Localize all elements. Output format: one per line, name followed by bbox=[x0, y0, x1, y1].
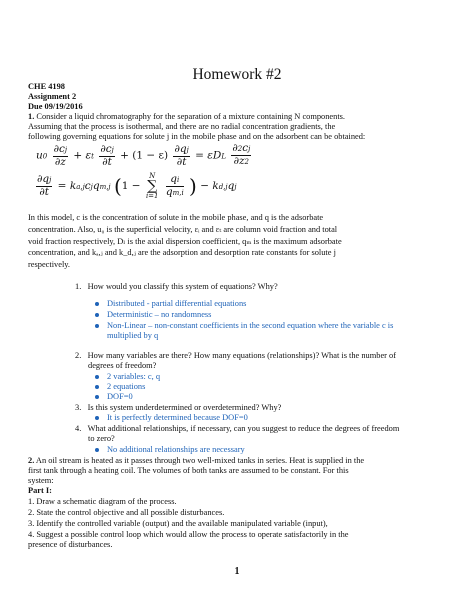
bullet-icon bbox=[95, 395, 99, 399]
assignment-label: Assignment 2 bbox=[28, 92, 77, 101]
q2-answer-3: DOF=0 bbox=[95, 392, 133, 402]
part-item-4: 4. Suggest a possible control loop which would allow the process to operate satisfactorily in the bbox=[28, 530, 349, 539]
problem1-number: 1. bbox=[28, 112, 35, 121]
model-line-3: void fraction respectively, Dₗ is the axial dispersion coefficient, qₘ is the maximum adsorbate bbox=[28, 236, 342, 246]
due-date: Due 09/19/2016 bbox=[28, 102, 83, 111]
question-2-cont: degrees of freedom? bbox=[88, 361, 157, 370]
q1-answer-3: Non-Linear – non-constant coefficients in the second equation where the variable c is bbox=[95, 321, 393, 331]
part-item-4-cont: presence of disturbances. bbox=[28, 540, 113, 549]
problem2-number: 2. bbox=[28, 456, 35, 465]
problem1-intro-line-1: 1. Consider a liquid chromatography for the separation of a mixture containing N components. bbox=[28, 112, 346, 121]
part-item-2: 2. State the control objective and all possible disturbances. bbox=[28, 508, 225, 517]
q2-answer-1: 2 variables: c, q bbox=[95, 372, 160, 382]
bullet-icon bbox=[95, 416, 99, 420]
equation-adsorbent: $\frac{\partial qj}{\partial t}$ = ka,jcjqm,j (1 − N ∑ i=1 $\frac{qi}{qm,i}$ ) − kd,jqj bbox=[37, 172, 237, 200]
q3-answer-1: It is perfectly determined because DOF=0 bbox=[95, 413, 248, 423]
part-item-3: 3. Identify the controlled variable (output) and the available manipulated variable (input), bbox=[28, 519, 328, 528]
q1-answer-2: Deterministic – no randomness bbox=[95, 310, 211, 320]
problem2-line-2: first tank through a heating coil. The volumes of both tanks are assumed to be constant. For this bbox=[28, 466, 349, 475]
bullet-icon bbox=[95, 385, 99, 389]
model-line-2: concentration. Also, u₀ is the superficial velocity, εᵢ and εₜ are column void fraction and total bbox=[28, 224, 338, 234]
q1-answer-3-cont: multiplied by q bbox=[107, 331, 159, 340]
question-2: 2. How many variables are there? How many equations (relationships)? What is the number of bbox=[75, 351, 397, 360]
bullet-icon bbox=[95, 324, 99, 328]
bullet-icon bbox=[95, 375, 99, 379]
model-line-4: concentration, and kₐ,ⱼ and k_d,ⱼ are the adsorption and desorption rate constants for solute j bbox=[28, 248, 336, 258]
bullet-icon bbox=[95, 448, 99, 452]
question-3: 3. Is this system underdetermined or overdetermined? Why? bbox=[75, 403, 282, 412]
model-description bbox=[28, 212, 446, 271]
q1-answer-1: Distributed - partial differential equations bbox=[95, 299, 246, 309]
page-title: Homework #2 bbox=[192, 66, 282, 83]
course-code: CHE 4198 bbox=[28, 82, 65, 91]
bullet-icon bbox=[95, 302, 99, 306]
part-item-1: 1. Draw a schematic diagram of the process. bbox=[28, 497, 177, 506]
q4-answer-1: No additional relationships are necessary bbox=[95, 445, 245, 455]
problem2-line-1: 2. An oil stream is heated as it passes through two well-mixed tanks in series. Heat is supplied in the bbox=[28, 456, 365, 465]
problem1-intro-line-2: Assuming that the process is isothermal, and there are no radial concentration gradients, the bbox=[28, 122, 336, 131]
question-4-cont: to zero? bbox=[88, 434, 115, 443]
part-heading: Part I: bbox=[28, 486, 52, 495]
q2-answer-2: 2 equations bbox=[95, 382, 145, 392]
equation-mobile-phase: u0 $\frac{\partial cj}{\partial z}$ + εt $\frac{\partial cj}{\partial t}$ + (1 − ε) $\frac{\partial qj}{\partial t}$ = εDL $\frac{\partial 2cj}{\partial z2}$ bbox=[36, 142, 251, 168]
question-4: 4. What additional relationships, if necessary, can you suggest to reduce the degrees of freedom bbox=[75, 424, 400, 433]
question-1: 1. How would you classify this system of equations? Why? bbox=[75, 282, 278, 291]
problem1-intro-line-3: following governing equations for solute j in the mobile phase and on the adsorbent can be obtained: bbox=[28, 132, 366, 141]
model-line-1: In this model, c is the concentration of solute in the mobile phase, and q is the adsorbate bbox=[28, 213, 324, 222]
bullet-icon bbox=[95, 313, 99, 317]
page-number: 1 bbox=[234, 566, 240, 577]
model-line-5: respectively. bbox=[28, 260, 71, 270]
problem2-line-3: system: bbox=[28, 476, 54, 485]
